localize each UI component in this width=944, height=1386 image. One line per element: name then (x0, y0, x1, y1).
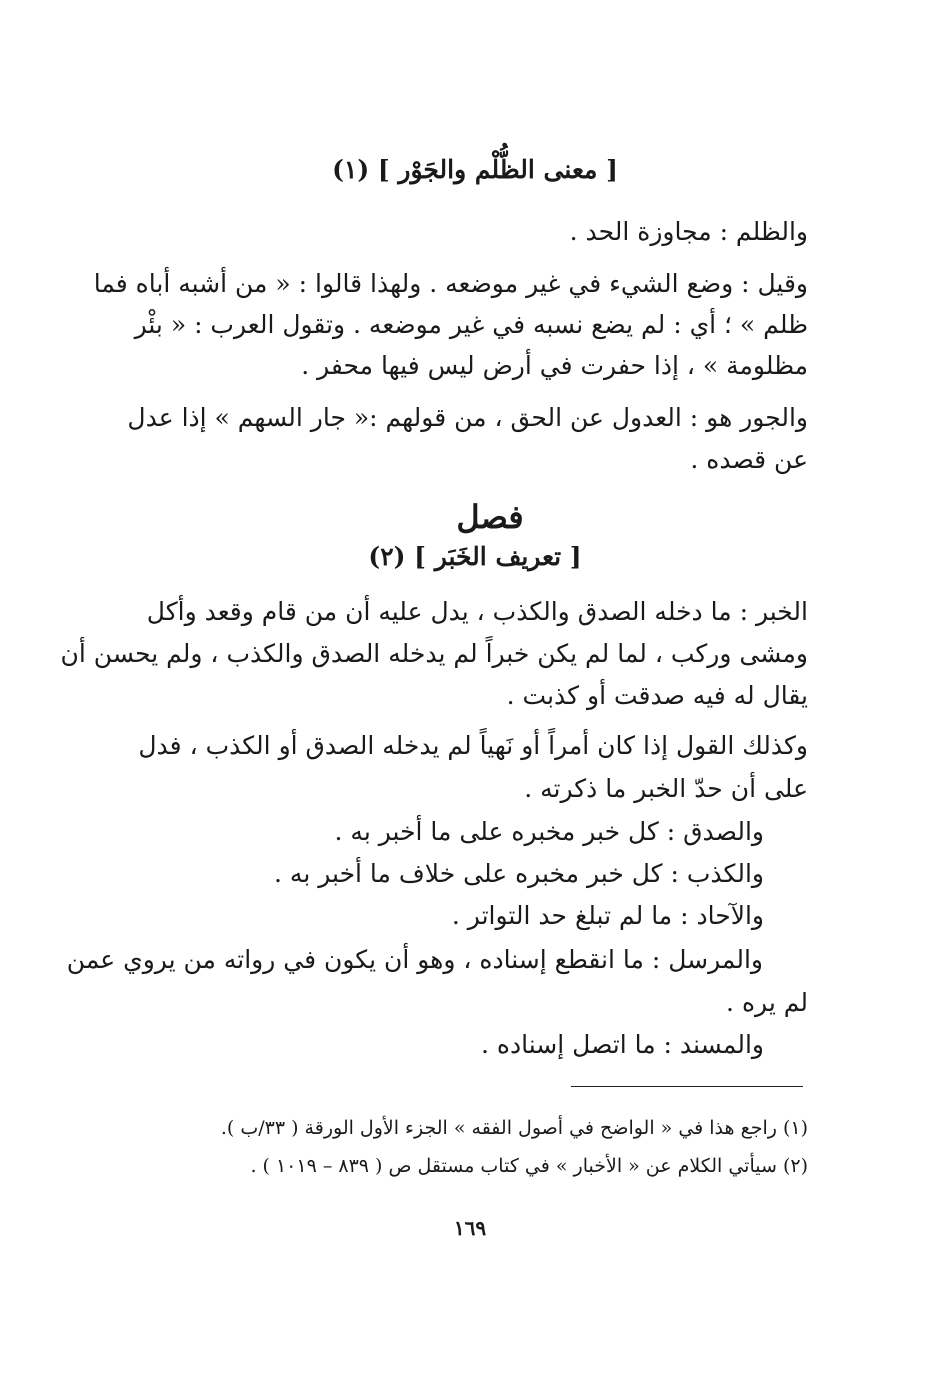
definition-ahad: والآحاد : ما لم تبلغ حد التواتر . (451, 901, 764, 930)
paragraph-khabar-line-3: يقال له فيه صدقت أو كذبت . (506, 681, 808, 710)
fasl-heading: فصل (456, 498, 524, 536)
paragraph-jawr-line-1: والجور هو : العدول عن الحق ، من قولهم :« جار السهم » إذا عدل (127, 403, 808, 432)
paragraph-kadhalik-line-1: وكذلك القول إذا كان أمراً أو نَهياً لم يدخله الصدق أو الكذب ، فدل (138, 731, 808, 760)
footnote-divider (571, 1086, 803, 1087)
definition-kidhb: والكذب : كل خبر مخبره على خلاف ما أخبر به . (274, 859, 764, 888)
section-heading-khabar: [ تعريف الخَبَر ] (٢) (368, 542, 582, 571)
definition-mursal-line-1: والمرسل : ما انقطع إسناده ، وهو أن يكون في رواته من يروي عمن (66, 945, 763, 974)
paragraph-qila-line-3: مظلومة » ، إذا حفرت في أرض ليس فيها محفر . (301, 351, 808, 380)
paragraph-def-zulm: والظلم : مجاوزة الحد . (569, 217, 808, 246)
section-heading-zulm: [ معنى الظُّلْم والجَوْر ] (١) (332, 155, 618, 184)
paragraph-qila-line-1: وقيل : وضع الشيء في غير موضعه . ولهذا قالوا : « من أشبه أباه فما (93, 269, 808, 298)
page-number: ١٦٩ (453, 1216, 487, 1240)
definition-musnad: والمسند : ما اتصل إسناده . (481, 1030, 764, 1059)
definition-mursal-line-2: لم يره . (726, 988, 808, 1017)
paragraph-jawr-line-2: عن قصده . (690, 445, 808, 474)
paragraph-qila-line-2: ظلم » ؛ أي : لم يضع نسبه في غير موضعه . وتقول العرب : « بئْر (134, 310, 808, 339)
footnote-2: (٢) سيأتي الكلام عن « الأخبار » في كتاب مستقل ص ( ٨٣٩ – ١٠١٩ ) . (250, 1155, 808, 1177)
paragraph-kadhalik-line-2: على أن حدّ الخبر ما ذكرته . (524, 774, 808, 803)
footnote-1: (١) راجع هذا في « الواضح في أصول الفقه » الجزء الأول الورقة ( ٣٣/ب ). (220, 1117, 808, 1139)
definition-sidq: والصدق : كل خبر مخبره على ما أخبر به . (334, 817, 764, 846)
paragraph-khabar-line-1: الخبر : ما دخله الصدق والكذب ، يدل عليه أن من قام وقعد وأكل (146, 597, 808, 626)
paragraph-khabar-line-2: ومشى وركب ، لما لم يكن خبراً لم يدخله الصدق والكذب ، ولم يحسن أن (60, 639, 808, 668)
